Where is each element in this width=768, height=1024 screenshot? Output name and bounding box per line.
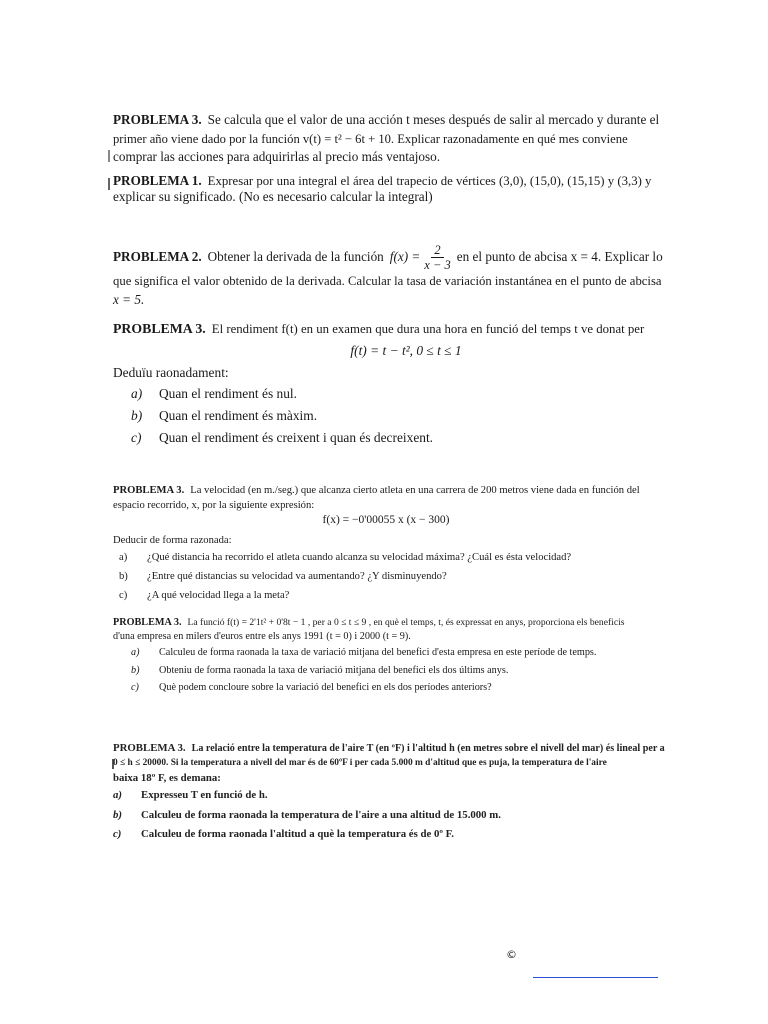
problem-text: espacio recorrido, x, por la siguiente expresión: (113, 499, 315, 511)
problem-text: baixa 18º F, es demana: (113, 772, 221, 784)
margin-mark (108, 178, 110, 190)
list-item (119, 548, 659, 567)
item-text: Què podem concloure sobre la variació del benefici en els dos períodes anteriors? (159, 682, 492, 693)
problem-text: explicar su significado. (No es necesario calcular la integral) (113, 189, 433, 204)
list-item (131, 383, 659, 405)
list-item (119, 567, 659, 586)
problem-heading: PROBLEMA 3. (113, 112, 202, 127)
problem-line (113, 616, 659, 630)
item-text: Quan el rendiment és nul. (159, 386, 297, 401)
item-label: a) (131, 386, 143, 401)
problem-text: comprar las acciones para adquirirlas al precio más ventajoso. (113, 149, 440, 164)
problem-rendiment (113, 319, 659, 449)
list-item (113, 825, 659, 845)
item-text: Calculeu de forma raonada la temperatura de l'aire a una altitud de 15.000 m. (141, 808, 501, 821)
problem-line (113, 741, 665, 756)
problem-text: d'una empresa en milers d'euros entre els anys 1991 (t = 0) i 2000 (t = 9). (113, 631, 411, 642)
item-list (113, 548, 659, 605)
problem-text: x = 5. (113, 291, 145, 307)
problem-text: que significa el valor obtenido de la derivada. Calcular la tasa de variación instantánea en el punto de abcisa (113, 274, 662, 288)
list-item (131, 679, 659, 697)
problem-heading: PROBLEMA 3. (113, 485, 185, 496)
problem-heading: PROBLEMA 1. (113, 173, 202, 188)
item-label: a) (131, 647, 140, 658)
fraction-denominator: x − 3 (424, 258, 451, 272)
formula-lhs: f(x) = (389, 249, 421, 265)
problem-line (113, 484, 659, 499)
item-label: b) (113, 808, 122, 821)
item-text: ¿Entre qué distancias su velocidad va aumentando? ¿Y disminuyendo? (147, 571, 447, 582)
problem-line (113, 173, 659, 189)
item-list (113, 383, 659, 449)
deduce-label: Deducir de forma razonada: (113, 534, 232, 546)
footer-link[interactable] (533, 977, 658, 978)
problem-text: 0 ≤ h ≤ 20000. Si la temperatura a nivell del mar és de 60ºF i per cada 5.000 m d'altitud que es puja, la temperatura de l'aire (113, 758, 607, 768)
copyright-symbol: © (506, 948, 517, 961)
list-item (113, 786, 659, 806)
problem-temperatura (113, 741, 665, 845)
problem-text: primer año viene dado por la función v(t) = t² − 6t + 10. Explicar razonadamente en qué mes conviene (113, 131, 628, 146)
problem-line (113, 243, 663, 272)
list-item (119, 586, 659, 605)
item-text: Calculeu de forma raonada la taxa de variació mitjana del benefici d'esta empresa en este període de temps. (159, 647, 597, 658)
item-label: b) (131, 408, 143, 423)
margin-mark (108, 150, 110, 162)
item-label: c) (113, 828, 122, 840)
problem-text: La relació entre la temperatura de l'aire T (en ºF) i l'altitud h (en metres sobre el nivell del mar) és lineal per a (191, 743, 665, 754)
item-text: Quan el rendiment és màxim. (159, 408, 318, 423)
problem-text: Expresar por una integral el área del trapecio de vértices (3,0), (15,0), (15,15) y (3,3) y (207, 174, 652, 188)
problem-beneficis (113, 616, 659, 697)
problem-text: en el punto de abcisa x = 4. Explicar lo (456, 249, 663, 265)
deduce-label: Deduïu raonadament: (113, 365, 229, 380)
problem-line (113, 111, 659, 130)
problem-text: El rendiment f(t) en un examen que dura una hora en funció del temps t ve donat per (211, 322, 645, 336)
item-list (113, 644, 659, 697)
item-text: ¿Qué distancia ha recorrido el atleta cuando alcanza su velocidad máxima? ¿Cuál es ésta velocidad? (147, 552, 572, 563)
list-item (113, 806, 659, 826)
problem-heading: PROBLEMA 3. (113, 617, 182, 628)
item-text: Calculeu de forma raonada l'altitud a què la temperatura és de 0º F. (141, 828, 454, 840)
list-item (131, 427, 659, 449)
item-label: c) (119, 590, 128, 601)
problem-heading: PROBLEMA 3. (113, 742, 186, 754)
item-label: b) (131, 664, 140, 676)
function-formula (390, 243, 451, 272)
problem-text: La funció f(t) = 2'1t² + 0'8t − 1 , per a 0 ≤ t ≤ 9 , en què el temps, t, és expressat en anys, proporciona els beneficis (187, 617, 625, 628)
formula: f(x) = −0'00055 x (x − 300) (322, 514, 450, 526)
formula: f(t) = t − t², 0 ≤ t ≤ 1 (350, 343, 462, 358)
fraction-numerator: 2 (431, 243, 443, 258)
problem-line (113, 319, 659, 339)
problem-heading: PROBLEMA 2. (113, 249, 202, 265)
problem-text: Obtener la derivada de la función (207, 249, 384, 265)
problem-text: Se calcula que el valor de una acción t meses después de salir al mercado y durante el (207, 112, 660, 127)
item-list (113, 786, 659, 845)
item-label: a) (113, 789, 122, 801)
list-item (131, 644, 659, 662)
item-text: Obteniu de forma raonada la taxa de variació mitjana del benefici els dos últims anys. (159, 664, 509, 676)
problem-trapecio (113, 173, 659, 205)
item-label: c) (131, 682, 139, 693)
item-text: Quan el rendiment és creixent i quan és decreixent. (159, 430, 434, 445)
problem-derivada (113, 243, 663, 309)
item-label: c) (131, 430, 142, 445)
problem-text: La velocidad (en m./seg.) que alcanza cierto atleta en una carrera de 200 metros viene dada en función del (190, 485, 640, 496)
list-item (131, 405, 659, 427)
item-label: a) (119, 552, 128, 563)
problem-accion (113, 111, 659, 167)
item-text: Expresseu T en funció de h. (141, 789, 268, 801)
problem-heading: PROBLEMA 3. (113, 321, 206, 336)
fraction (424, 243, 450, 272)
problem-velocidad (113, 484, 659, 605)
list-item (131, 662, 659, 680)
item-label: b) (119, 571, 128, 582)
item-text: ¿A qué velocidad llega a la meta? (147, 590, 290, 601)
